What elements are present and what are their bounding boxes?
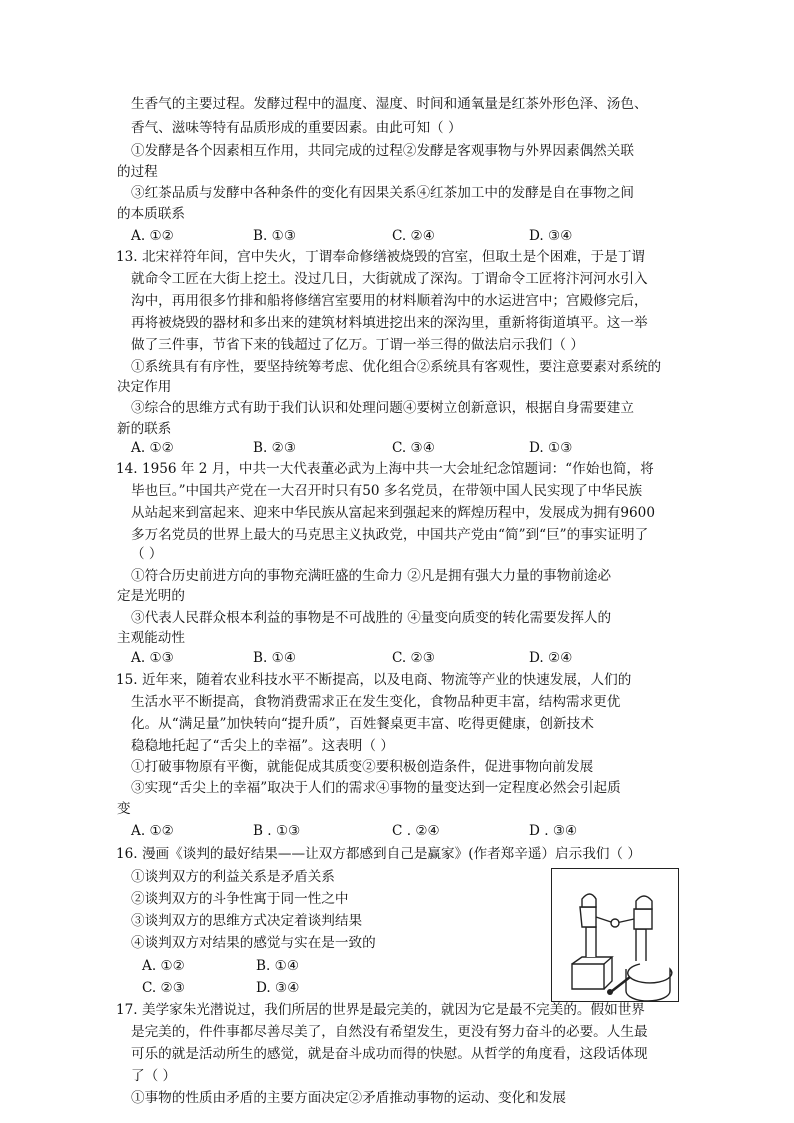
statement-line: ③实现“舌尖上的幸福”取决于人们的需求④事物的量变达到一定程度必然会引起质	[131, 780, 621, 796]
question-14-line: 14. 1956 年 2 月，中共一大代表董必武为上海中共一大会址纪念馆题词：“作始也简，将	[116, 461, 654, 477]
statement-line: ①系统具有有序性，要坚持统筹考虑、优化组合②系统具有客观性，要注意要素对系统的	[131, 359, 662, 375]
statement-line: 决定作用	[117, 379, 172, 395]
statement-line: 定是光明的	[117, 588, 185, 604]
question-17-line: 了（ ）	[131, 1068, 177, 1084]
question-13-line: 再将被烧毁的器材和多出来的建筑材料填进挖出来的深沟里，重新将街道填平。这一举	[131, 315, 648, 331]
question-14-line: 从站起来到富起来、迎来中华民族从富起来到强起来的辉煌历程中，发展成为拥有9600	[131, 505, 655, 521]
question-15-line: 生活水平不断提高，食物消费需求正在发生变化，食物品种更丰富，结构需求更优	[131, 694, 621, 710]
statement-line: ①谈判双方的利益关系是矛盾关系	[131, 869, 335, 885]
statement-line: ③红茶品质与发酵中各种条件的变化有因果关系④红茶加工中的发酵是自在事物之间	[131, 185, 634, 201]
option-b[interactable]: B . ①③	[253, 823, 301, 839]
option-d[interactable]: D. ③④	[529, 228, 573, 244]
statement-line: ①事物的性质由矛盾的主要方面决定②矛盾推动事物的运动、变化和发展	[131, 1090, 566, 1106]
question-17-line: 17. 美学家朱光潜说过，我们所居的世界是最完美的，就因为它是最不完美的。假如世界	[116, 1002, 645, 1018]
question-15-line: 稳稳地托起了“舌尖上的幸福”。这表明（ ）	[131, 738, 394, 754]
negotiation-cartoon-icon	[551, 868, 679, 1002]
statement-line: ③谈判双方的思维方式决定着谈判结果	[131, 913, 363, 929]
intro-line: 生香气的主要过程。发酵过程中的温度、湿度、时间和通氧量是红茶外形色泽、汤色、	[131, 96, 648, 112]
statement-line: ①打破事物原有平衡，就能促成其质变②要积极创造条件，促进事物向前发展	[131, 759, 594, 775]
option-a[interactable]: A. ①②	[131, 823, 174, 839]
option-d[interactable]: D. ③④	[256, 980, 300, 996]
option-c[interactable]: C . ②④	[392, 823, 440, 839]
statement-line: ③代表人民群众根本利益的事物是不可战胜的 ④量变向质变的转化需要发挥人的	[131, 610, 612, 626]
question-13-line: 13. 北宋祥符年间，宫中失火，丁谓奉命修缮被烧毁的宫室，但取土是个困难，于是丁谓	[116, 249, 645, 265]
option-c[interactable]: C. ②③	[142, 980, 185, 996]
statement-line: 新的联系	[117, 421, 172, 437]
option-c[interactable]: C. ③④	[392, 440, 435, 456]
question-14-line: （ ）	[131, 546, 163, 562]
option-a[interactable]: A. ①②	[131, 228, 174, 244]
option-d[interactable]: D . ③④	[529, 823, 578, 839]
option-d[interactable]: D. ②④	[529, 650, 573, 666]
option-d[interactable]: D. ①③	[529, 440, 573, 456]
statement-line: 的本质联系	[117, 206, 185, 222]
option-a[interactable]: A. ①②	[131, 440, 174, 456]
question-15-line: 化。从“满足量”加快转向“提升质”，百姓餐桌更丰富、吃得更健康，创新技术	[131, 716, 594, 732]
option-c[interactable]: C. ②③	[392, 650, 435, 666]
question-17-line: 可乐的就是活动所生的感觉，就是奋斗成功而得的快慰。从哲学的角度看，这段话体现	[131, 1046, 648, 1062]
option-b[interactable]: B. ①④	[256, 958, 300, 974]
statement-line: ②谈判双方的斗争性寓于同一性之中	[131, 891, 349, 907]
question-14-line: 毕也巨。”中国共产党在一大召开时只有50 多名党员，在带领中国人民实现了中华民族	[131, 483, 643, 499]
question-13-line: 沟中，再用很多竹排和船将修缮宫室要用的材料顺着沟中的水运进宫中；宫殿修完后，	[131, 293, 648, 309]
intro-line: 香气、滋味等特有品质形成的重要因素。由此可知（ ）	[131, 120, 462, 136]
question-13-line: 就命令工匠在大街上挖土。没过几日，大街就成了深沟。丁谓命令工匠将汴河河水引入	[131, 271, 648, 287]
statement-line: 主观能动性	[117, 630, 185, 646]
statement-line: ③综合的思维方式有助于我们认识和处理问题④要树立创新意识，根据自身需要建立	[131, 400, 634, 416]
statement-line: ④谈判双方对结果的感觉与实在是一致的	[131, 935, 376, 951]
option-c[interactable]: C. ②④	[392, 228, 435, 244]
question-16-line: 16. 漫画《谈判的最好结果——让双方都感到自己是赢家》(作者郑辛遥）启示我们（ ）	[116, 846, 641, 862]
option-a[interactable]: A. ①②	[142, 958, 185, 974]
statement-line: 的过程	[117, 164, 158, 180]
question-15-line: 15. 近年来，随着农业科技水平不断提高，以及电商、物流等产业的快速发展，人们的	[116, 672, 632, 688]
option-a[interactable]: A. ①③	[131, 650, 174, 666]
statement-line: ①符合历史前进方向的事物充满旺盛的生命力 ②凡是拥有强大力量的事物前途必	[131, 568, 612, 584]
question-14-line: 多万名党员的世界上最大的马克思主义执政党，中国共产党由“简”到“巨”的事实证明了	[131, 527, 649, 543]
statement-line: ①发酵是各个因素相互作用，共同完成的过程②发酵是客观事物与外界因素偶然关联	[131, 143, 634, 159]
question-13-line: 做了三件事，节省下来的钱超过了亿万。丁谓一举三得的做法启示我们（ ）	[131, 337, 584, 353]
option-b[interactable]: B. ②③	[253, 440, 297, 456]
option-b[interactable]: B. ①③	[253, 228, 297, 244]
option-b[interactable]: B. ①④	[253, 650, 297, 666]
question-17-line: 是完美的，件件事都尽善尽美了，自然没有希望发生，更没有努力奋斗的必要。人生最	[131, 1024, 648, 1040]
statement-line: 变	[117, 801, 131, 817]
